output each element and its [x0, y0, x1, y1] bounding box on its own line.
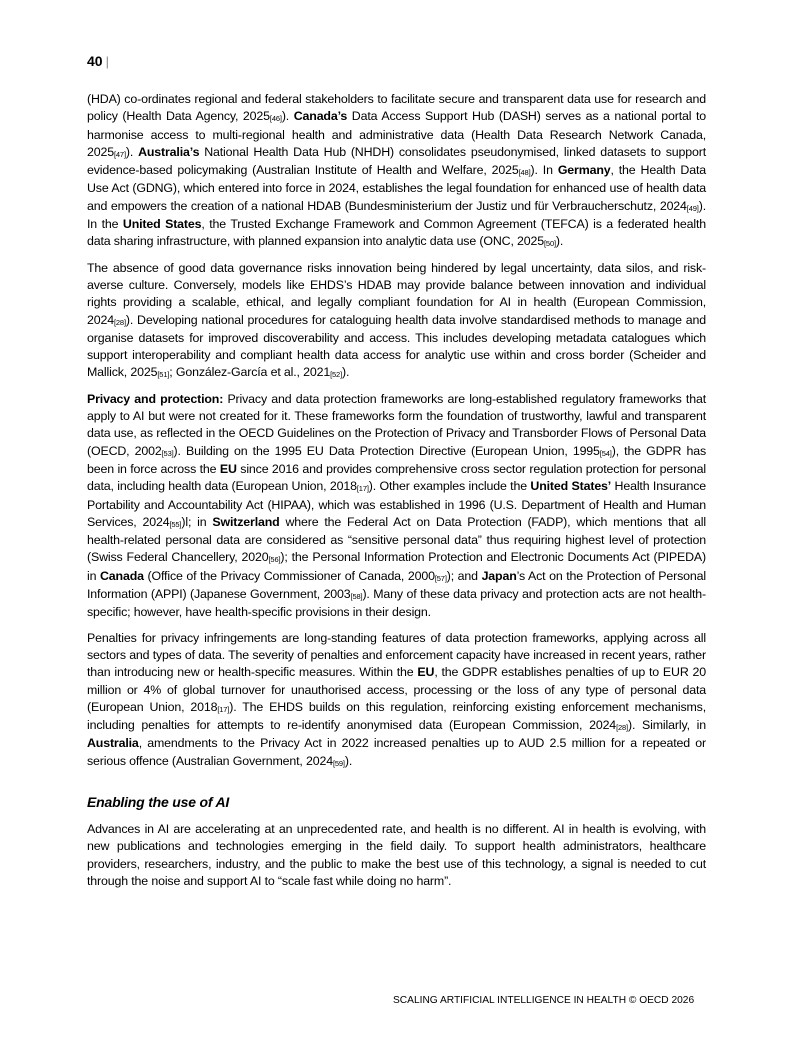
paragraph-national-data-hubs: (HDA) co-ordinates regional and federal stakeholders to facilitate secure and transparent data use for research and policy (Health Data Agency, 2025[46]). Canada’s Data Access Support Hub (DASH) serves as a national portal to harmonise access to multi-regional health and administrative data (Health Data Research Network Canada, 2025[47]). Australia’s National Health Data Hub (NHDH) consolidates pseudonymised, linked datasets to support evidence-based policymaking (Australian Institute of Health and Welfare, 2025[48]). In Germany, the Health Data Use Act (GDNG), which entered into force in 2024, establishes the legal foundation for enhanced use of health data and empowers the creation of a national HDAB (Bundesministerium der Justiz und für Verbraucherschutz, 2024[49]). In the United States, the Trusted Exchange Framework and Common Agreement (TEFCA) is a federated health data sharing infrastructure, with planned expansion into analytic data use (ONC, 2025[50]). [87, 92, 707, 249]
page-number: 40 [87, 53, 103, 69]
document-body [87, 91, 706, 898]
header-separator: | [105, 54, 109, 69]
paragraph-penalties: Penalties for privacy infringements are long-standing features of data protection frameworks, applying across all sectors and types of data. The severity of penalties and enforcement capacity have increased in recent years, rather than introducing new or health-specific measures. Within the EU, the GDPR establishes penalties of up to EUR 20 million or 4% of global turnover for unauthorised access, processing or the loss of any type of personal data (European Union, 2018[17]). The EHDS builds on this regulation, reinforcing existing enforcement mechanisms, including penalties for attempts to re-identify anonymised data (European Commission, 2024[28]). Similarly, in Australia, amendments to the Privacy Act in 2022 increased penalties up to AUD 2.5 million for a repeated or serious offence (Australian Government, 2024[59]). [87, 630, 707, 768]
bold-term: Canada’s [293, 109, 348, 124]
bold-term: Switzerland [212, 514, 280, 529]
bold-term: Germany [557, 163, 611, 178]
reference-marker[interactable]: [55] [169, 519, 182, 529]
reference-marker[interactable]: [52] [330, 370, 343, 380]
reference-marker[interactable]: [28] [113, 317, 126, 327]
reference-marker[interactable]: [49] [686, 203, 699, 213]
section-heading: Enabling the use of AI [87, 793, 230, 810]
bold-term: Privacy and protection: [87, 391, 224, 406]
reference-marker[interactable]: [28] [616, 723, 628, 733]
reference-marker[interactable]: [50] [544, 239, 556, 249]
reference-marker[interactable]: [57] [434, 573, 447, 583]
bold-term: Australia [87, 736, 139, 751]
bold-term: United States’ [530, 479, 612, 494]
reference-marker[interactable]: [54] [599, 448, 612, 458]
bold-term: EU [417, 665, 435, 680]
reference-marker[interactable]: [47] [113, 149, 126, 159]
reference-marker[interactable]: [56] [268, 555, 281, 565]
bold-term: EU [219, 461, 237, 476]
paragraph-enabling-ai: Advances in AI are accelerating at an unprecedented rate, and health is no different. AI in health is evolving, with new publications and technologies emerging in the field daily. To support health administrators, healthcare providers, researchers, industry, and the public to make the best use of this technology, a signal is needed to cut through the noise and support AI to “scale fast while doing no harm”. [87, 821, 706, 888]
reference-marker[interactable]: [17] [356, 484, 369, 494]
paragraph-privacy-protection: Privacy and protection: Privacy and data protection frameworks are long-established regulatory frameworks that apply to AI but were not created for it. These frameworks form the foundation of trustworthy, lawful and transparent data use, as reflected in the OECD Guidelines on the Protection of Privacy and Transborder Flows of Personal Data (OECD, 2002[53]). Building on the 1995 EU Data Protection Directive (European Union, 1995[54]), the GDPR has been in force across the EU since 2016 and provides comprehensive cross sector regulation protection for personal data, including health data (European Union, 2018[17]). Other examples include the United States’ Health Insurance Portability and Accountability Act (HIPAA), which was established in 1996 (U.S. Department of Health and Human Services, 2024[55])l; in Switzerland where the Federal Act on Data Protection (FADP), which mentions that all health-related personal data are considered as “sensitive personal data” thus requiring highest level of protection (Swiss Federal Chancellery, 2020[56]); the Personal Information Protection and Electronic Documents Act (PIPEDA) in Canada (Office of the Privacy Commissioner of Canada, 2000[57]); and Japan’s Act on the Protection of Personal Information (APPI) (Japanese Government, 2003[58]). Many of these data privacy and protection acts are not health-specific; however, have health-specific provisions in their design. [87, 391, 707, 620]
page-footer: SCALING ARTIFICIAL INTELLIGENCE IN HEALTH © OECD 2026 [393, 995, 695, 1006]
bold-term: Canada [100, 568, 144, 583]
bold-term: Australia’s [138, 144, 200, 159]
reference-marker[interactable]: [53] [161, 448, 174, 458]
reference-marker[interactable]: [17] [217, 704, 230, 714]
bold-term: Japan [481, 568, 517, 583]
page-header [87, 53, 109, 70]
bold-term: United States [122, 217, 202, 232]
reference-marker[interactable]: [48] [518, 168, 531, 178]
reference-marker[interactable]: [51] [157, 370, 170, 380]
reference-marker[interactable]: [46] [269, 114, 282, 124]
paragraph-data-governance: The absence of good data governance risks innovation being hindered by legal uncertainty, data silos, and risk-averse culture. Conversely, models like EHDS’s HDAB may provide balance between innovation and individual rights providing a scalable, ethical, and legally compliant foundation for AI in health (European Commission, 2024[28]). Developing national procedures for cataloguing health data involve standardised methods to manage and organise datasets for improved discoverability and access. This includes developing metadata catalogues which support interoperability and compliant health data access for analytic use within and cross border (Scheider and Mallick, 2025[51]; González-García et al., 2021[52]). [87, 260, 706, 380]
reference-marker[interactable]: [58] [350, 592, 363, 602]
reference-marker[interactable]: [59] [332, 758, 345, 768]
